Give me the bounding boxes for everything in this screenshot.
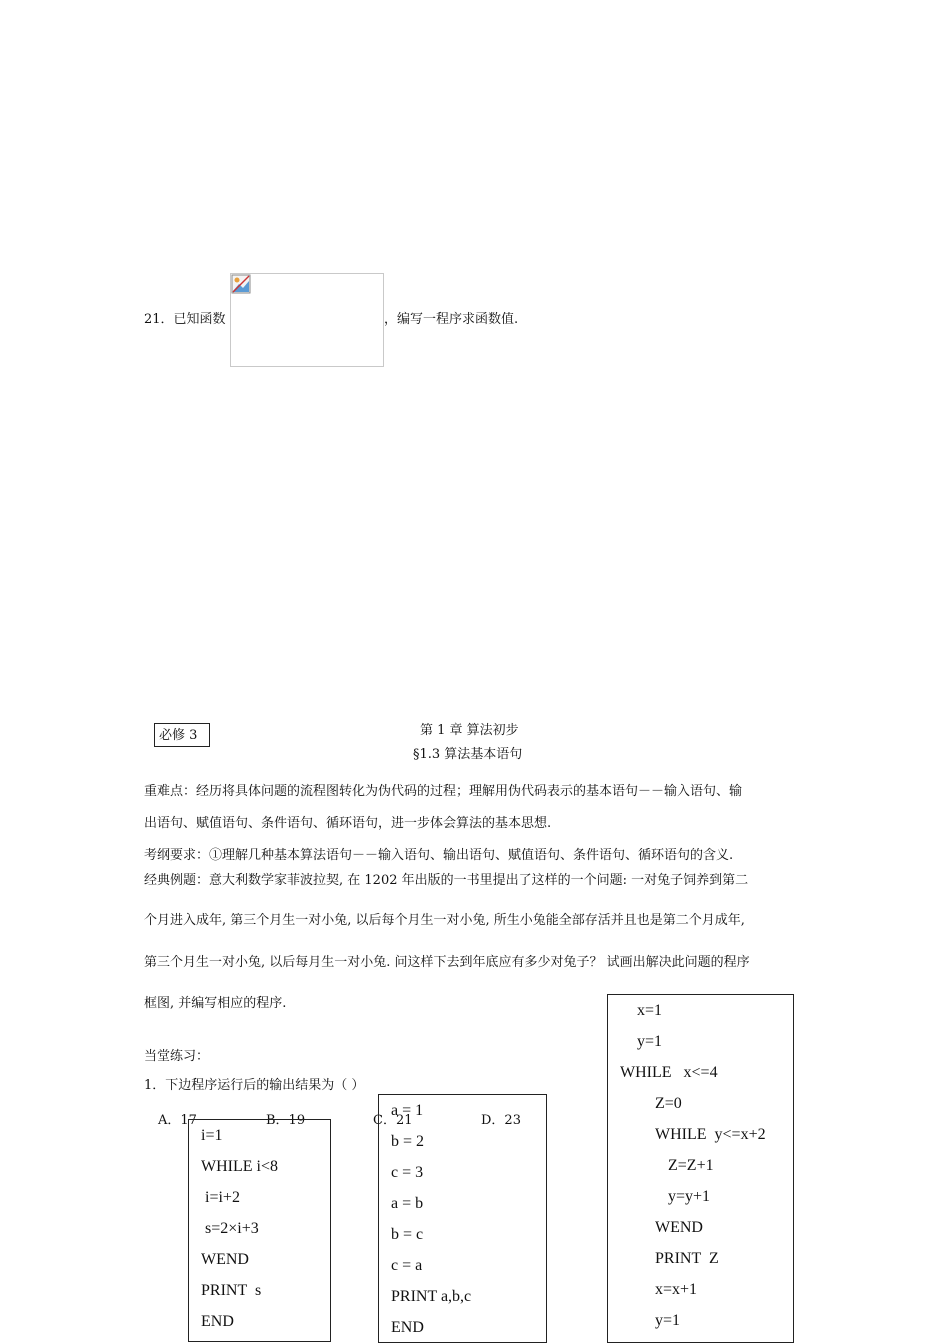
example-line-4: 框图, 并编写相应的程序. [144,996,287,1011]
q21-text-before: 21．已知函数 [144,312,226,327]
option-d: D．23 [481,1113,521,1128]
code-line: y=y+1 [668,1188,711,1205]
option-c: C．21 [373,1113,413,1128]
code-line: END [391,1319,424,1336]
key-points-line-2: 出语句、赋值语句、条件语句、循环语句，进一步体会算法的基本思想. [144,816,552,831]
program-box-2 [378,1094,547,1343]
example-line-1: 经典例题：意大利数学家菲波拉契, 在 1202 年出版的一书里提出了这样的一个问题: 一对兔子饲养到第二 [144,873,749,888]
option-b: B．19 [266,1113,306,1128]
code-line: Z=0 [655,1095,682,1112]
code-line: WHILE i<8 [201,1158,278,1175]
requirements: 考纲要求：①理解几种基本算法语句－－输入语句、输出语句、赋值语句、条件语句、循环语句的含义. [144,848,734,863]
textbook-tag [154,723,210,747]
example-line-3: 第三个月生一对小兔, 以后每月生一对小兔. 问这样下去到年底应有多少对兔子？ 试画出解决此问题的程序 [144,955,750,970]
code-line: END [201,1313,234,1330]
code-line: a = 1 [391,1102,424,1119]
code-line: PRINT Z [655,1250,719,1267]
code-line: y=1 [655,1312,681,1329]
code-line: WHILE y<=x+2 [655,1126,766,1143]
key-points-line-1: 重难点：经历将具体问题的流程图转化为伪代码的过程；理解用伪代码表示的基本语句－－输入语句、输 [144,784,743,799]
example-line-2: 个月进入成年, 第三个月生一对小兔, 以后每个月生一对小兔, 所生小兔能全部存活并且也是第二个月成年, [144,913,745,928]
code-line: s=2×i+3 [201,1220,259,1237]
code-line: a = b [391,1195,424,1212]
code-line: b = c [391,1226,424,1243]
code-line: c = a [391,1257,423,1274]
code-line: i=1 [201,1127,223,1144]
code-line: y=1 [637,1033,663,1050]
q21-text-after: ，编写一程序求函数值. [384,312,519,327]
chapter-title: 第 1 章 算法初步 [420,723,519,738]
code-line: b = 2 [391,1133,425,1150]
code-line: WEND [201,1251,249,1268]
textbook-tag-label: 必修 3 [159,728,198,743]
code-line: WHILE x<=4 [620,1064,718,1081]
question-1: 1．下边程序运行后的输出结果为（ ） [144,1078,365,1093]
option-a: A．17 [158,1113,197,1128]
code-line: Z=Z+1 [668,1157,714,1174]
code-line: c = 3 [391,1164,424,1181]
broken-image-icon [231,274,251,294]
code-line: PRINT s [201,1282,262,1299]
code-line: x=1 [637,1002,663,1019]
program-box-3 [607,994,794,1343]
practice-heading: 当堂练习： [144,1049,210,1064]
code-line: i=i+2 [201,1189,240,1206]
code-line: WEND [655,1219,703,1236]
program-box-1 [188,1119,331,1342]
function-formula-image [230,273,384,367]
code-line: PRINT a,b,c [391,1288,472,1305]
section-title: §1.3 算法基本语句 [413,747,523,762]
code-line: x=x+1 [655,1281,698,1298]
